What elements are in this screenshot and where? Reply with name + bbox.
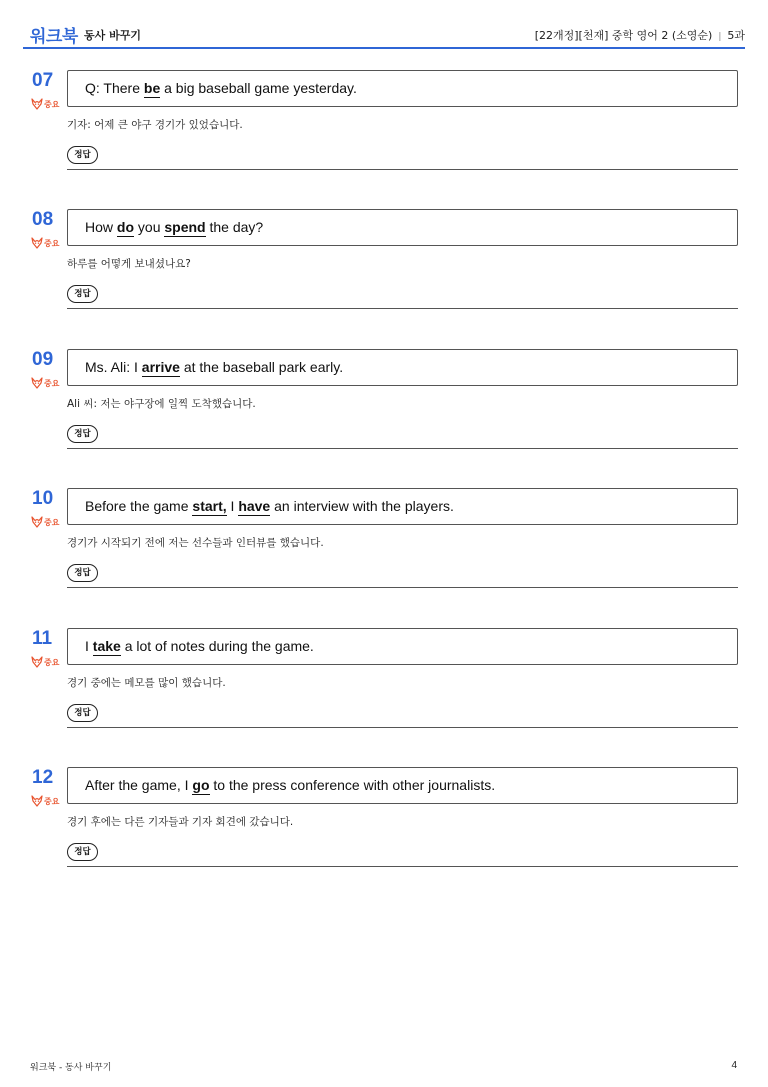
target-verb: go xyxy=(192,777,210,793)
question-divider xyxy=(67,727,738,728)
english-sentence xyxy=(85,80,357,96)
korean-translation: 경기가 시작되기 전에 저는 선수들과 인터뷰를 했습니다. xyxy=(67,537,324,549)
sentence-box xyxy=(67,488,738,525)
question-number: 11 xyxy=(32,628,53,649)
fox-icon xyxy=(31,237,43,249)
korean-translation: 기자: 어제 큰 야구 경기가 있었습니다. xyxy=(67,119,243,131)
question-divider xyxy=(67,448,738,449)
important-badge xyxy=(31,795,59,807)
answer-button[interactable]: 정답 xyxy=(67,285,98,303)
english-sentence xyxy=(85,638,314,654)
important-label: 중요 xyxy=(44,657,60,667)
target-verb: arrive xyxy=(141,359,180,375)
important-label: 중요 xyxy=(44,378,60,388)
question-number: 12 xyxy=(32,767,54,788)
question-item xyxy=(0,209,768,329)
target-verb: be xyxy=(143,80,161,96)
question-divider xyxy=(67,308,738,309)
sentence-text: at the baseball park early. xyxy=(179,359,344,375)
important-badge xyxy=(31,237,59,249)
sentence-box xyxy=(67,349,738,386)
target-verb: do xyxy=(116,219,135,235)
english-sentence xyxy=(85,219,263,235)
fox-icon xyxy=(31,516,43,528)
book-info xyxy=(535,27,745,43)
page-number: 4 xyxy=(731,1060,737,1071)
english-sentence xyxy=(85,359,343,375)
sentence-text: an interview with the players. xyxy=(270,498,454,514)
page-header xyxy=(0,0,768,50)
sentence-box xyxy=(67,209,738,246)
korean-translation: Ali 씨: 저는 야구장에 일찍 도착했습니다. xyxy=(67,398,256,410)
sentence-text: the day? xyxy=(205,219,264,235)
question-item xyxy=(0,628,768,748)
sentence-text: Ms. Ali: I xyxy=(85,359,142,375)
korean-translation: 경기 중에는 메모를 많이 했습니다. xyxy=(67,677,226,689)
sentence-text: Before the game xyxy=(85,498,193,514)
important-label: 중요 xyxy=(44,796,60,806)
answer-button[interactable]: 정답 xyxy=(67,564,98,582)
english-sentence xyxy=(85,777,495,793)
sentence-box xyxy=(67,70,738,107)
book-title: [22개정][천재] 중학 영어 2 (소영순) xyxy=(534,29,713,42)
sentence-text: a lot of notes during the game. xyxy=(120,638,314,654)
brand-title: 워크북 xyxy=(30,27,78,47)
sentence-text: you xyxy=(134,219,165,235)
sentence-box xyxy=(67,767,738,804)
korean-translation: 하루를 어떻게 보내셨나요? xyxy=(67,258,191,270)
sentence-text: I xyxy=(226,498,239,514)
sentence-text: to the press conference with other journalists. xyxy=(209,777,496,793)
important-label: 중요 xyxy=(44,99,60,109)
answer-button[interactable]: 정답 xyxy=(67,425,98,443)
question-item xyxy=(0,767,768,887)
question-number: 07 xyxy=(32,70,54,91)
question-item xyxy=(0,70,768,190)
fox-icon xyxy=(31,795,43,807)
english-sentence xyxy=(85,498,454,514)
important-badge xyxy=(31,377,59,389)
question-divider xyxy=(67,866,738,867)
question-number: 08 xyxy=(32,209,54,230)
important-label: 중요 xyxy=(44,517,60,527)
question-number: 09 xyxy=(32,349,54,370)
sentence-text: How xyxy=(85,219,117,235)
question-item xyxy=(0,488,768,608)
sentence-box xyxy=(67,628,738,665)
korean-translation: 경기 후에는 다른 기자들과 기자 회견에 갔습니다. xyxy=(67,816,294,828)
question-divider xyxy=(67,587,738,588)
fox-icon xyxy=(31,377,43,389)
answer-button[interactable]: 정답 xyxy=(67,843,98,861)
workbook-subtitle: 동사 바꾸기 xyxy=(84,29,141,42)
target-verb: start, xyxy=(192,498,227,514)
answer-button[interactable]: 정답 xyxy=(67,704,98,722)
lesson-label: 5과 xyxy=(727,29,745,42)
fox-icon xyxy=(31,656,43,668)
important-badge xyxy=(31,516,59,528)
important-badge xyxy=(31,656,59,668)
sentence-text: a big baseball game yesterday. xyxy=(160,80,357,96)
header-separator: | xyxy=(718,32,722,42)
header-divider xyxy=(23,47,745,49)
sentence-text: I xyxy=(85,638,93,654)
sentence-text: After the game, I xyxy=(85,777,193,793)
question-divider xyxy=(67,169,738,170)
target-verb: have xyxy=(238,498,271,514)
sentence-text: Q: There xyxy=(85,80,144,96)
fox-icon xyxy=(31,98,43,110)
question-number: 10 xyxy=(32,488,54,509)
important-badge xyxy=(31,98,59,110)
answer-button[interactable]: 정답 xyxy=(67,146,98,164)
target-verb: spend xyxy=(164,219,206,235)
target-verb: take xyxy=(92,638,121,654)
footer-title: 워크북 - 동사 바꾸기 xyxy=(30,1063,112,1073)
important-label: 중요 xyxy=(44,238,60,248)
question-item xyxy=(0,349,768,469)
